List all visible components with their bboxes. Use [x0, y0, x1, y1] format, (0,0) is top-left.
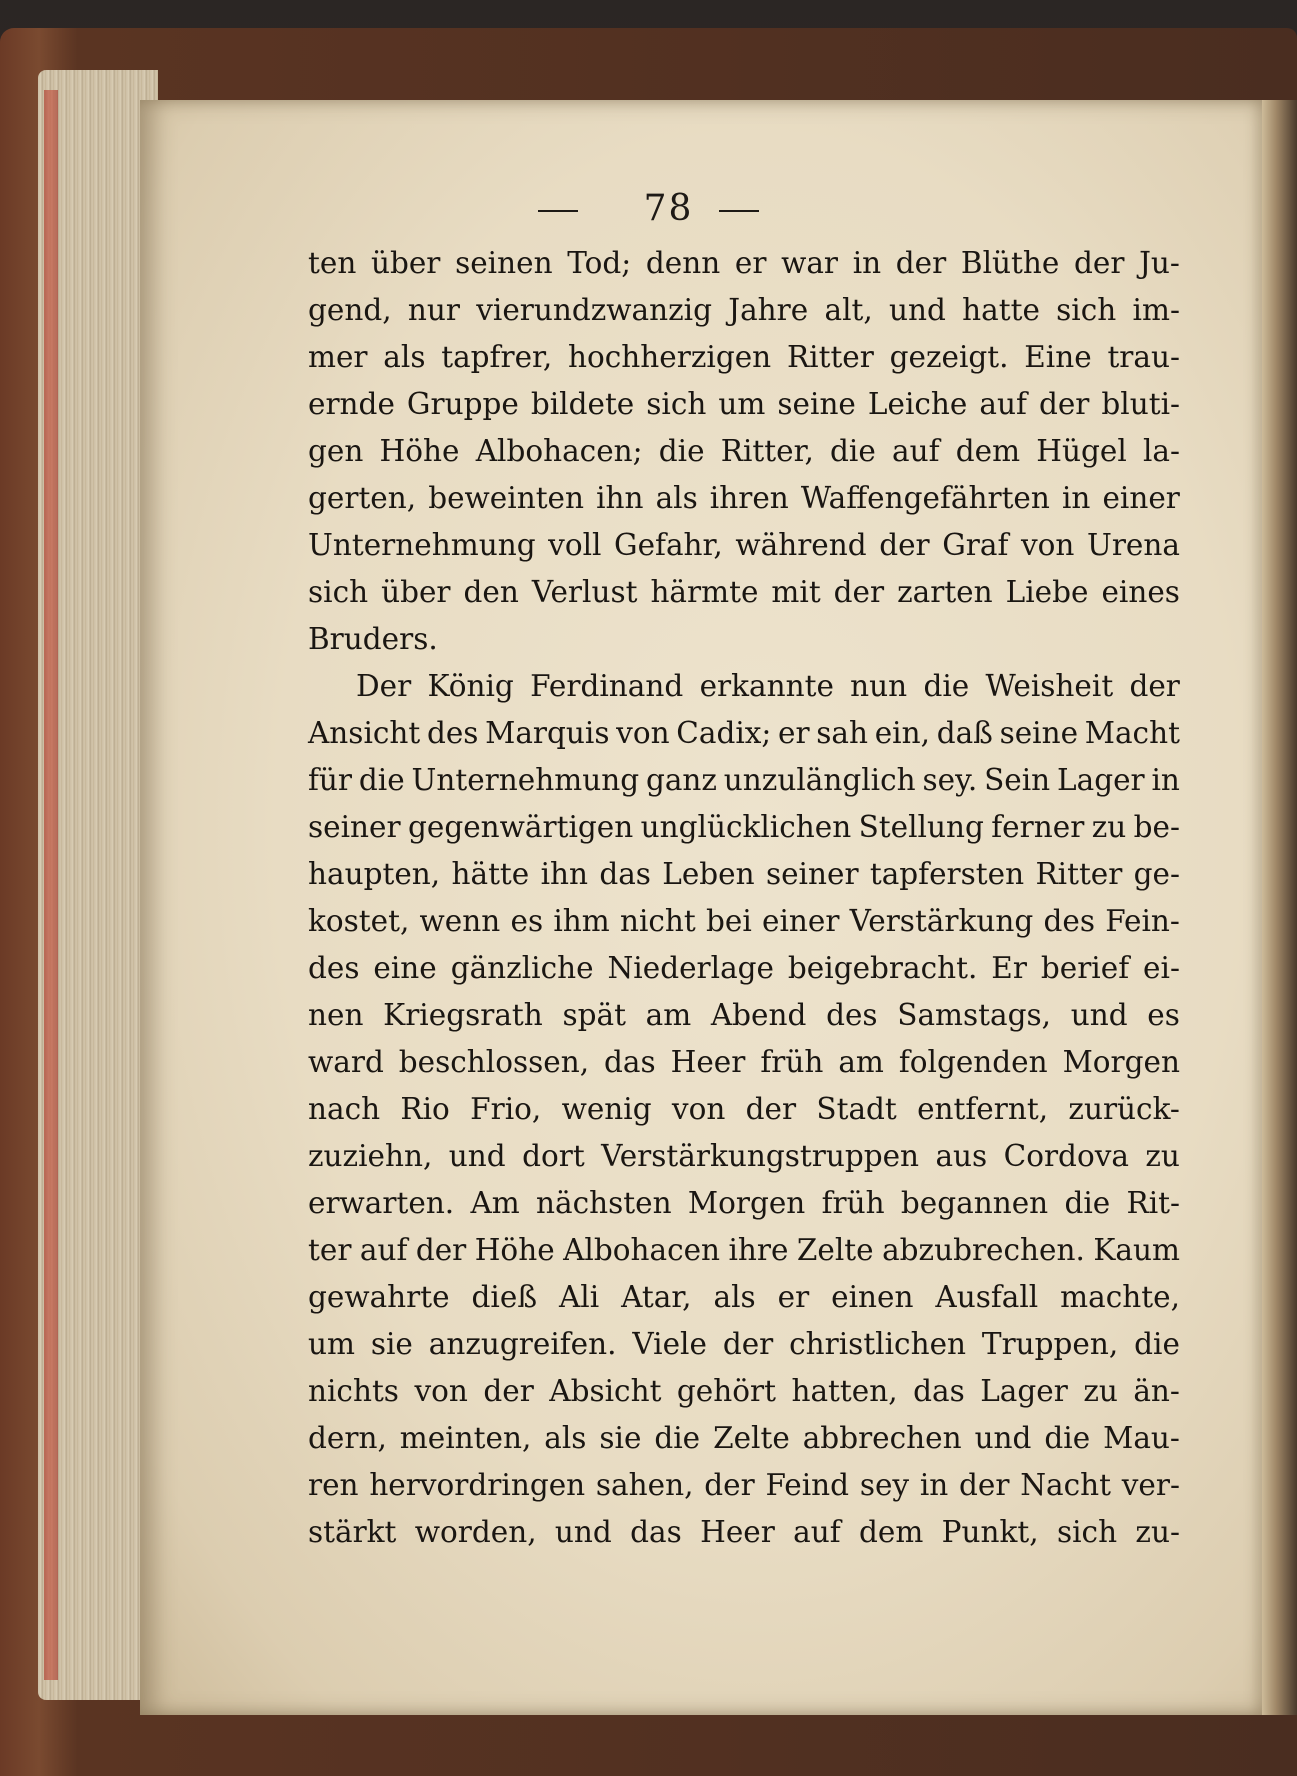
word: der — [833, 575, 885, 609]
word: eine — [373, 951, 437, 985]
word: Leben — [662, 857, 755, 891]
word: der — [1038, 387, 1090, 421]
word: machte, — [1060, 1280, 1180, 1314]
word: ter — [308, 1233, 352, 1267]
text-line — [308, 1180, 1180, 1227]
word: nen — [308, 998, 364, 1032]
word: Zelte — [796, 1233, 874, 1267]
word: Albohacen; — [475, 434, 643, 468]
word: König — [427, 669, 514, 703]
word: ren — [308, 1468, 359, 1502]
word: als — [544, 1421, 587, 1455]
word: sah — [816, 716, 869, 750]
word: beigebracht. — [787, 951, 978, 985]
word: unglücklichen — [640, 810, 852, 844]
word: Waffengefährten — [800, 481, 1050, 515]
word: tapfersten — [869, 857, 1025, 891]
word: Abend — [710, 998, 807, 1032]
word: mit — [771, 575, 821, 609]
word: es — [510, 904, 544, 938]
word: zurück- — [1068, 1092, 1180, 1126]
word: einer — [1102, 481, 1180, 515]
word: ferner — [991, 810, 1085, 844]
body-text — [308, 240, 1180, 1556]
word: das — [630, 1515, 682, 1549]
word: Unternehmung — [308, 528, 536, 562]
word: unzulänglich — [723, 763, 916, 797]
word: härmte — [650, 575, 759, 609]
word: zarten — [897, 575, 993, 609]
word: Liebe — [1005, 575, 1089, 609]
text-line — [308, 945, 1180, 992]
word: stärkt — [308, 1515, 397, 1549]
word: la- — [1143, 434, 1180, 468]
word: gen — [308, 434, 364, 468]
word: und — [974, 1421, 1032, 1455]
text-line — [308, 1462, 1180, 1509]
word: be- — [1133, 810, 1180, 844]
word: hochherzigen — [568, 340, 772, 374]
word: Ali — [558, 1280, 600, 1314]
word: er — [734, 246, 767, 280]
word: Ritter — [786, 340, 874, 374]
word: ver- — [1121, 1468, 1180, 1502]
word: sey — [859, 1468, 910, 1502]
word: er — [777, 1280, 810, 1314]
word: hatte — [962, 293, 1040, 327]
word: Viele — [632, 1327, 707, 1361]
word: über — [381, 575, 451, 609]
word: christlichen — [789, 1327, 967, 1361]
word: gezeigt. — [889, 340, 1009, 374]
word: Am — [470, 1186, 520, 1220]
word: Verlust — [531, 575, 638, 609]
word: früh — [760, 1045, 824, 1079]
word: von — [414, 1374, 468, 1408]
word: er — [778, 716, 810, 750]
text-line — [308, 663, 1180, 710]
word: wenig — [561, 1092, 652, 1126]
word: der — [879, 528, 930, 562]
word: Verstärkungstruppen — [601, 1139, 920, 1173]
word: das — [913, 1374, 965, 1408]
word: die — [830, 434, 876, 468]
word: Cadix; — [676, 716, 772, 750]
word: während — [735, 528, 867, 562]
word: Mau- — [1103, 1421, 1180, 1455]
word: abbrechen — [802, 1421, 962, 1455]
word: ei- — [1143, 951, 1180, 985]
word: sich — [646, 387, 707, 421]
word: spät — [562, 998, 626, 1032]
word: Truppen, — [981, 1327, 1119, 1361]
text-line — [308, 569, 1180, 616]
text-line — [308, 1321, 1180, 1368]
word: abzubrechen. — [882, 1233, 1085, 1267]
text-line — [308, 757, 1180, 804]
word: Heer — [700, 1515, 775, 1549]
word: erwarten. — [308, 1186, 455, 1220]
word: des — [1043, 904, 1095, 938]
word: ihn — [596, 481, 644, 515]
word: früh — [821, 1186, 885, 1220]
word: ge- — [1133, 857, 1180, 891]
word: worden, — [414, 1515, 537, 1549]
word: Morgen — [687, 1186, 806, 1220]
word: beweinten — [428, 481, 584, 515]
word: ein, — [874, 716, 930, 750]
word: Weisheit — [985, 669, 1114, 703]
word: in — [919, 1468, 949, 1502]
text-line — [308, 522, 1180, 569]
word: ihren — [709, 481, 789, 515]
word: in — [852, 246, 882, 280]
word: von — [671, 1092, 726, 1126]
text-line — [308, 616, 1180, 663]
word: zuziehn, — [308, 1139, 433, 1173]
word: zu — [1091, 810, 1127, 844]
page-number-dash-left — [538, 210, 578, 212]
word: Stellung — [858, 810, 984, 844]
word: gerten, — [308, 481, 417, 515]
word: die — [658, 434, 705, 468]
word: sie — [370, 1327, 413, 1361]
word: Unternehmung — [411, 763, 640, 797]
word: im- — [1132, 293, 1180, 327]
word: am — [645, 998, 692, 1032]
word: die — [1064, 1186, 1111, 1220]
word: ten — [308, 246, 357, 280]
word: Cordova — [1003, 1139, 1129, 1173]
word: die — [1134, 1327, 1180, 1361]
word: von — [1020, 528, 1075, 562]
word: sich — [308, 575, 369, 609]
word: seiner — [765, 857, 859, 891]
word: als — [383, 340, 426, 374]
word: Macht — [1084, 716, 1180, 750]
text-line — [308, 992, 1180, 1039]
word: und — [1070, 998, 1128, 1032]
word: dem — [859, 1515, 924, 1549]
text-line — [308, 240, 1180, 287]
word: anzugreifen. — [428, 1327, 617, 1361]
word: die — [654, 1421, 701, 1455]
word: Marquis — [485, 716, 610, 750]
page-number-dash-right — [719, 210, 759, 212]
word: Punkt, — [941, 1515, 1039, 1549]
word: der — [722, 1327, 774, 1361]
word: Hügel — [1036, 434, 1127, 468]
text-line — [308, 475, 1180, 522]
text-line — [308, 334, 1180, 381]
word: Stadt — [816, 1092, 897, 1126]
page-number — [0, 188, 1297, 229]
red-page-edge — [44, 90, 58, 1680]
word: nichts — [308, 1374, 399, 1408]
word: war — [781, 246, 839, 280]
word: des — [308, 951, 360, 985]
word: auf — [793, 1515, 841, 1549]
text-line — [308, 804, 1180, 851]
word: Höhe — [379, 434, 460, 468]
text-line — [308, 381, 1180, 428]
word: erkannte — [699, 669, 834, 703]
word: Lager — [980, 1374, 1068, 1408]
word: wenn — [419, 904, 501, 938]
word: das — [599, 857, 651, 891]
word: der — [704, 1468, 755, 1502]
word: nächsten — [536, 1186, 672, 1220]
word: Ausfall — [935, 1280, 1039, 1314]
word: zu — [1083, 1374, 1118, 1408]
text-line — [308, 1227, 1180, 1274]
word: nur — [407, 293, 460, 327]
word: bildete — [530, 387, 635, 421]
word: in — [1061, 481, 1091, 515]
word: gehört — [676, 1374, 776, 1408]
word: Ritter, — [720, 434, 814, 468]
word: berief — [1040, 951, 1130, 985]
word: seine — [999, 716, 1079, 750]
word: über — [370, 246, 441, 280]
word: zu — [1145, 1139, 1180, 1173]
word: die — [1044, 1421, 1091, 1455]
word: gegenwärtigen — [407, 810, 634, 844]
word: auf — [979, 387, 1027, 421]
word: Ferdinand — [530, 669, 684, 703]
word: seiner — [308, 810, 401, 844]
word: mer — [308, 340, 368, 374]
word: Lager — [1057, 763, 1145, 797]
word: haupten, — [308, 857, 441, 891]
word: trau- — [1107, 340, 1180, 374]
word: des — [426, 716, 479, 750]
word: Höhe — [474, 1233, 555, 1267]
text-line — [308, 851, 1180, 898]
word: Jahre — [728, 293, 809, 327]
word: der — [895, 246, 947, 280]
text-line — [308, 1133, 1180, 1180]
word: beschlossen, — [398, 1045, 590, 1079]
text-line — [308, 428, 1180, 475]
word: seine — [777, 387, 856, 421]
word: der — [415, 1233, 467, 1267]
text-line — [308, 710, 1180, 757]
word: hatten, — [791, 1374, 898, 1408]
word: für — [308, 763, 353, 797]
word: Zelte — [713, 1421, 790, 1455]
word: Graf — [942, 528, 1009, 562]
word: Samstags, — [897, 998, 1052, 1032]
word: Urena — [1086, 528, 1180, 562]
word: hervordringen — [369, 1468, 586, 1502]
word: daß — [936, 716, 993, 750]
word: auf — [359, 1233, 408, 1267]
word: der — [1129, 669, 1180, 703]
word: Rit- — [1126, 1186, 1180, 1220]
word: Atar, — [621, 1280, 692, 1314]
word: um — [718, 387, 766, 421]
word: am — [838, 1045, 884, 1079]
word: sich — [1056, 293, 1117, 327]
word: entfernt, — [917, 1092, 1049, 1126]
word: dern, — [308, 1421, 387, 1455]
text-line — [308, 1368, 1180, 1415]
word: es — [1147, 998, 1180, 1032]
word: än- — [1133, 1374, 1180, 1408]
word: in — [1151, 763, 1180, 797]
word: als — [655, 481, 698, 515]
word: auf — [892, 434, 940, 468]
word: Blüthe — [960, 246, 1060, 280]
word: der — [483, 1374, 534, 1408]
word: gend, — [308, 293, 392, 327]
text-line — [308, 1086, 1180, 1133]
page-number-text: 78 — [643, 188, 694, 229]
text-line — [308, 1509, 1180, 1556]
text-line — [308, 1415, 1180, 1462]
word: folgenden — [898, 1045, 1048, 1079]
word: einen — [831, 1280, 914, 1314]
word: Albohacen — [563, 1233, 721, 1267]
word: nach — [308, 1092, 381, 1126]
word: Leiche — [867, 387, 968, 421]
word: Rio — [400, 1092, 450, 1126]
word: von — [616, 716, 670, 750]
word: gewahrte — [308, 1280, 450, 1314]
word: Gruppe — [406, 387, 519, 421]
word: dort — [522, 1139, 585, 1173]
word: hätte — [451, 857, 530, 891]
word: kostet, — [308, 904, 410, 938]
word: Frio, — [470, 1092, 542, 1126]
word: als — [713, 1280, 756, 1314]
word: Ritter — [1035, 857, 1123, 891]
word: Fein- — [1105, 904, 1180, 938]
word: Morgen — [1062, 1045, 1180, 1079]
word: und — [889, 293, 946, 327]
text-line — [308, 1039, 1180, 1086]
text-line — [308, 1274, 1180, 1321]
word: Bruders. — [308, 622, 438, 656]
word: Heer — [670, 1045, 746, 1079]
word: Eine — [1024, 340, 1092, 374]
text-line — [308, 287, 1180, 334]
word: den — [463, 575, 519, 609]
word: ihn — [540, 857, 588, 891]
word: und — [448, 1139, 506, 1173]
word: der — [959, 1468, 1010, 1502]
word: des — [826, 998, 878, 1032]
word: eines — [1101, 575, 1180, 609]
word: Der — [356, 669, 412, 703]
word: sahen, — [595, 1468, 694, 1502]
word: bluti- — [1101, 387, 1180, 421]
word: der — [1074, 246, 1125, 280]
word: dem — [955, 434, 1021, 468]
word: die — [358, 763, 405, 797]
word: das — [604, 1045, 656, 1079]
word: sich — [1056, 1515, 1118, 1549]
word: und — [554, 1515, 612, 1549]
word: Ansicht — [308, 716, 421, 750]
word: einer — [761, 904, 840, 938]
word: seinen — [455, 246, 553, 280]
word: nun — [850, 669, 908, 703]
word: meinten, — [399, 1421, 532, 1455]
page-right-edge — [1262, 100, 1297, 1715]
word: ganz — [645, 763, 717, 797]
word: ward — [308, 1045, 384, 1079]
word: Er — [991, 951, 1027, 985]
word: ernde — [308, 387, 395, 421]
word: Absicht — [549, 1374, 662, 1408]
word: ihre — [728, 1233, 789, 1267]
word: alt, — [824, 293, 873, 327]
word: Gefahr, — [614, 528, 723, 562]
word: vierundzwanzig — [476, 293, 713, 327]
word: die — [923, 669, 970, 703]
word: Kriegsrath — [383, 998, 543, 1032]
word: bei — [705, 904, 752, 938]
word: Nacht — [1020, 1468, 1112, 1502]
word: Kaum — [1093, 1233, 1180, 1267]
word: um — [308, 1327, 355, 1361]
word: der — [745, 1092, 797, 1126]
word: Tod; — [567, 246, 632, 280]
word: nicht — [619, 904, 696, 938]
word: Sein — [984, 763, 1051, 797]
word: dieß — [471, 1280, 538, 1314]
word: gänzliche — [450, 951, 594, 985]
word: begannen — [900, 1186, 1049, 1220]
word: Verstärkung — [849, 904, 1034, 938]
word: denn — [645, 246, 721, 280]
word: voll — [548, 528, 602, 562]
word: tapfrer, — [441, 340, 553, 374]
word: Ju- — [1139, 246, 1180, 280]
word: Feind — [765, 1468, 850, 1502]
word: aus — [935, 1139, 988, 1173]
text-line — [308, 898, 1180, 945]
word: Niederlage — [607, 951, 774, 985]
word: zu- — [1135, 1515, 1180, 1549]
word: sie — [599, 1421, 642, 1455]
word: ihm — [553, 904, 610, 938]
word: sey. — [922, 763, 978, 797]
